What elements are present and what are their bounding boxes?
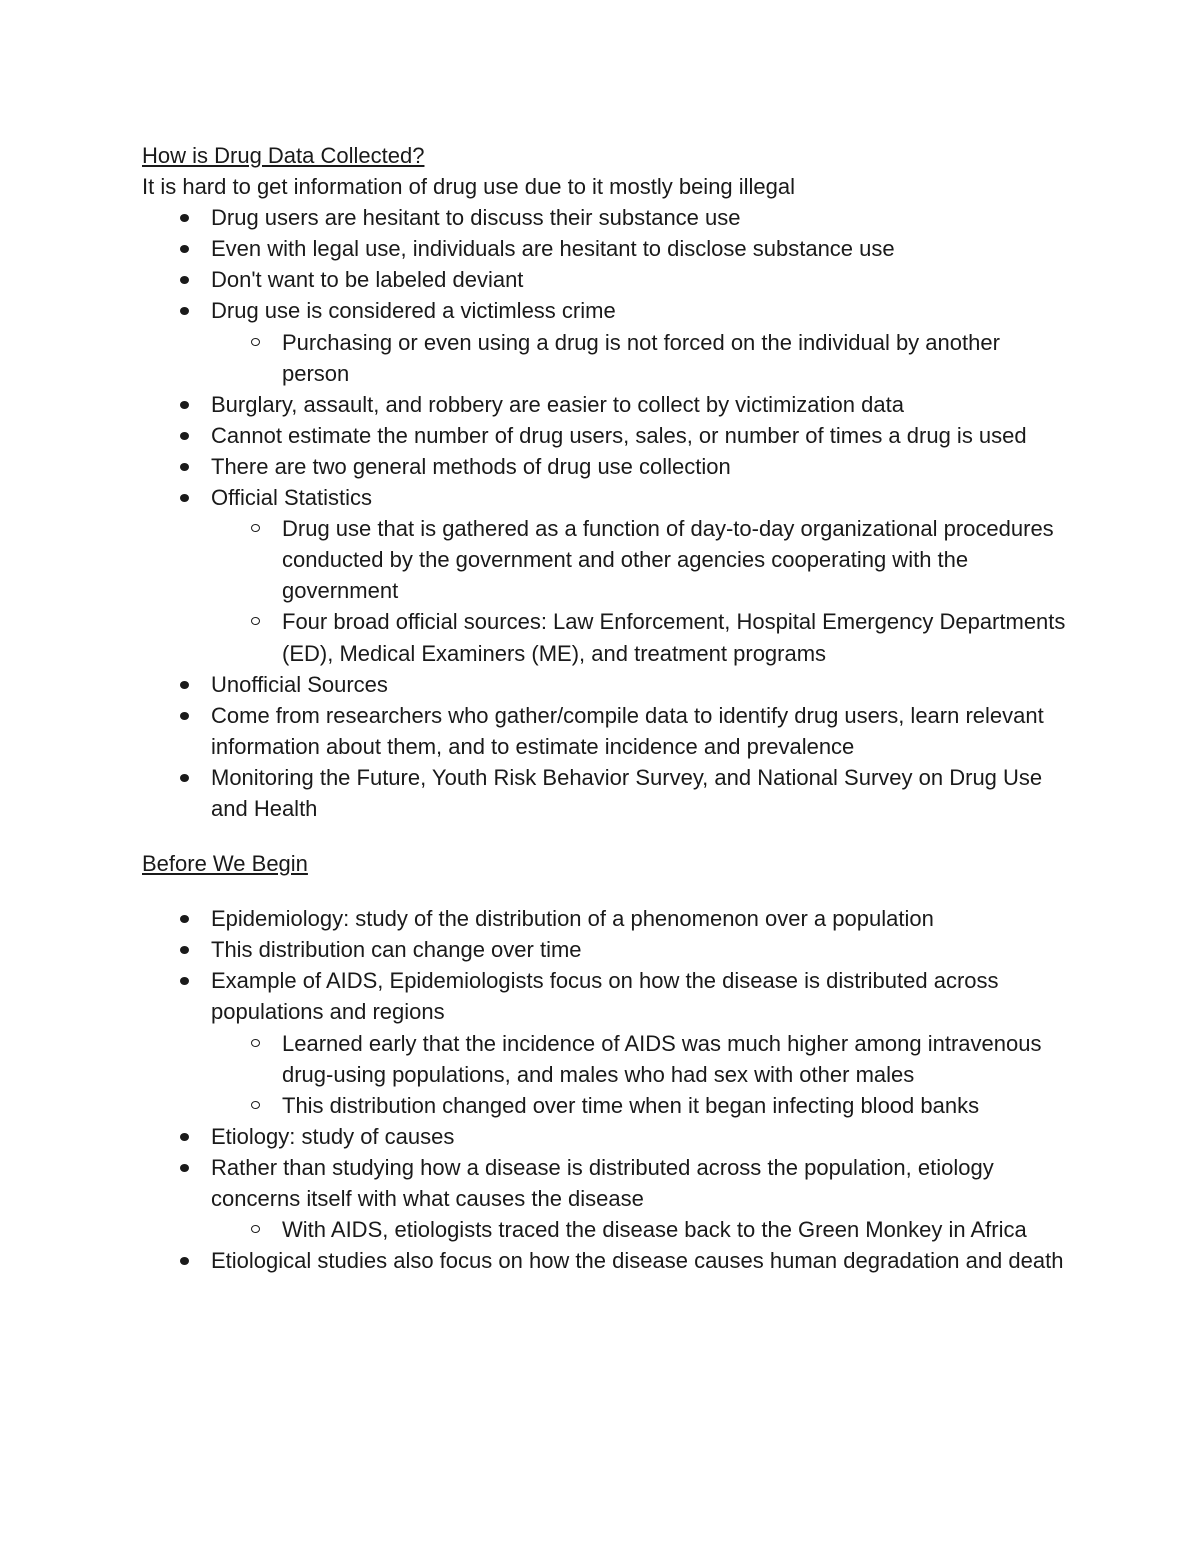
sub-list-item-text: With AIDS, etiologists traced the disease back to the Green Monkey in Africa xyxy=(282,1217,1027,1243)
list-item-text: Epidemiology: study of the distribution of a phenomenon over a population xyxy=(211,906,934,932)
sub-list-item-text: Four broad official sources: Law Enforcement, Hospital Emergency Departments (ED), Medical Examiners (ME), and treatment programs xyxy=(282,609,1066,666)
section-heading-before-we-begin: Before We Begin xyxy=(142,851,308,877)
list-item-text: There are two general methods of drug use collection xyxy=(211,453,731,479)
bullet-icon xyxy=(180,245,189,253)
sub-list-item xyxy=(211,1214,1072,1245)
list-item xyxy=(142,1152,1072,1245)
list-item xyxy=(142,295,1072,388)
list-item xyxy=(142,233,1072,264)
list-item-text: Cannot estimate the number of drug users, sales, or number of times a drug is used xyxy=(211,422,1027,448)
hollow-bullet-icon xyxy=(251,617,260,625)
bullet-icon xyxy=(180,463,189,471)
bullet-icon xyxy=(180,1257,189,1265)
bullet-icon xyxy=(180,774,189,782)
list-item-text: Monitoring the Future, Youth Risk Behavior Survey, and National Survey on Drug Use and Health xyxy=(211,764,1043,821)
bullet-icon xyxy=(180,1164,189,1172)
list-item-text: Burglary, assault, and robbery are easier to collect by victimization data xyxy=(211,391,904,417)
list-item xyxy=(142,482,1072,669)
list-item-text: Drug users are hesitant to discuss their substance use xyxy=(211,205,741,231)
intro-paragraph: It is hard to get information of drug use due to it mostly being illegal xyxy=(142,174,796,200)
list-item xyxy=(142,669,1072,700)
bullet-icon xyxy=(180,401,189,409)
sub-list-item xyxy=(211,1090,1072,1121)
bullet-icon xyxy=(180,432,189,440)
list-item-text: Drug use is considered a victimless crime xyxy=(211,298,616,324)
list-item-text: Example of AIDS, Epidemiologists focus on how the disease is distributed across populations and regions xyxy=(211,968,999,1025)
list-item xyxy=(142,762,1072,824)
sub-list-item xyxy=(211,327,1072,389)
bullet-icon xyxy=(180,946,189,954)
sub-list-item xyxy=(211,606,1072,668)
sub-list-item-text: Drug use that is gathered as a function of day-to-day organizational procedures conducted by the government and other agencies cooperating with the government xyxy=(282,516,1054,604)
spacer xyxy=(142,879,1072,903)
list-item-text: Rather than studying how a disease is distributed across the population, etiology concerns itself with what causes the disease xyxy=(211,1154,994,1211)
list-item xyxy=(142,389,1072,420)
hollow-bullet-icon xyxy=(251,1039,260,1047)
list-item-text: Unofficial Sources xyxy=(211,671,388,697)
hollow-bullet-icon xyxy=(251,338,260,346)
list-item xyxy=(142,934,1072,965)
bullet-list-before-we-begin xyxy=(142,903,1072,1276)
list-item-text: Even with legal use, individuals are hesitant to disclose substance use xyxy=(211,236,895,262)
list-item xyxy=(142,1121,1072,1152)
list-item-text: Come from researchers who gather/compile data to identify drug users, learn relevant information about them, and to estimate incidence and prevalence xyxy=(211,702,1044,759)
list-item-text: Etiological studies also focus on how the disease causes human degradation and death xyxy=(211,1248,1064,1274)
hollow-bullet-icon xyxy=(251,1225,260,1233)
list-item xyxy=(142,1245,1072,1276)
document-page xyxy=(142,140,1072,1276)
list-item xyxy=(142,700,1072,762)
spacer xyxy=(142,824,1072,848)
sub-list xyxy=(211,1214,1072,1245)
section-heading-drug-data: How is Drug Data Collected? xyxy=(142,143,425,168)
bullet-icon xyxy=(180,915,189,923)
list-item-text: Official Statistics xyxy=(211,485,372,511)
bullet-icon xyxy=(180,712,189,720)
hollow-bullet-icon xyxy=(251,1101,260,1109)
list-item-text: Etiology: study of causes xyxy=(211,1123,455,1149)
list-item-text: Don't want to be labeled deviant xyxy=(211,267,524,293)
sub-list-item xyxy=(211,513,1072,606)
bullet-icon xyxy=(180,494,189,502)
sub-list-item-text: Learned early that the incidence of AIDS was much higher among intravenous drug-using populations, and males who had sex with other males xyxy=(282,1030,1042,1087)
sub-list xyxy=(211,513,1072,668)
hollow-bullet-icon xyxy=(251,524,260,532)
bullet-icon xyxy=(180,214,189,222)
list-item xyxy=(142,264,1072,295)
sub-list-item-text: This distribution changed over time when it began infecting blood banks xyxy=(282,1092,980,1118)
list-item xyxy=(142,903,1072,934)
list-item xyxy=(142,202,1072,233)
sub-list xyxy=(211,1028,1072,1121)
list-item xyxy=(142,420,1072,451)
list-item-text: This distribution can change over time xyxy=(211,937,582,963)
sub-list xyxy=(211,327,1072,389)
list-item xyxy=(142,451,1072,482)
list-item xyxy=(142,965,1072,1120)
bullet-icon xyxy=(180,1133,189,1141)
bullet-icon xyxy=(180,276,189,284)
sub-list-item-text: Purchasing or even using a drug is not forced on the individual by another person xyxy=(282,329,1000,386)
bullet-icon xyxy=(180,307,189,315)
bullet-icon xyxy=(180,681,189,689)
bullet-list-drug-data xyxy=(142,202,1072,824)
sub-list-item xyxy=(211,1028,1072,1090)
bullet-icon xyxy=(180,977,189,985)
